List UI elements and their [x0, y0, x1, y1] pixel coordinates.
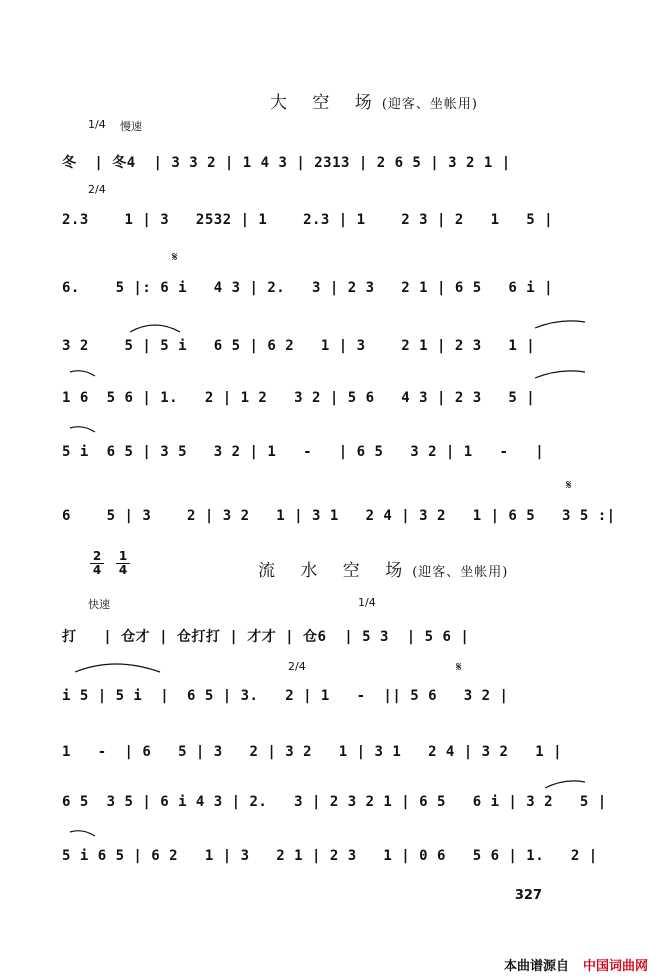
section1-row-3: 6. 5 |: 6 i 4 3 | 2. 3 | 2 3 2 1 | 6 5 6 i | — [62, 280, 554, 296]
section2-row-2: i 5 | 5 i | 6 5 | 3. 2 | 1 - || 5 6 3 2 | — [62, 688, 509, 704]
section2-title: 流 水 空 场(迎客、坐帐用) — [258, 561, 509, 581]
section1-meter-change: 2/4 — [88, 183, 106, 196]
section1-row-1: 冬 | 冬4 | 3 3 2 | 1 4 3 | 2313 | 2 6 5 | 3 2 1 | — [62, 155, 511, 171]
section2-row-5: 5 i 6 5 | 6 2 1 | 3 2 1 | 2 3 1 | 0 6 5 6 | 1. 2 | — [62, 848, 598, 864]
section2-row-3: 1 - | 6 5 | 3 2 | 3 2 1 | 3 1 2 4 | 3 2 1 | — [62, 744, 563, 760]
segno-icon: 𝄋 — [566, 478, 572, 493]
section2-meter-b: 2/4 — [288, 660, 306, 673]
section1-row-6: 5 i 6 5 | 3 5 3 2 | 1 - | 6 5 3 2 | 1 - | — [62, 444, 545, 460]
segno-icon: 𝄋 — [456, 660, 462, 675]
section1-title: 大 空 场(迎客、坐帐用) — [270, 93, 478, 113]
section2-tempo: 快速 — [88, 598, 110, 611]
footer-source: 本曲谱源自 — [503, 959, 569, 974]
time-signature-2-4: 2 4 — [90, 550, 104, 577]
page-number: 327 — [514, 888, 542, 903]
section2-subtitle: (迎客、坐帐用) — [412, 565, 509, 580]
section1-tempo: 慢速 — [120, 120, 142, 133]
section1-row-5: 1 6 5 6 | 1. 2 | 1 2 3 2 | 5 6 4 3 | 2 3 5 | — [62, 390, 536, 406]
section1-row-2: 2.3 1 | 3 2532 | 1 2.3 | 1 2 3 | 2 1 5 | — [62, 212, 554, 228]
footer-site: 中国词曲网 — [582, 959, 648, 974]
section2-row-1: 打 | 仓才 | 仓打打 | 才才 | 仓6 | 5 3 | 5 6 | — [62, 629, 470, 645]
section1-row-7: 6 5 | 3 2 | 3 2 1 | 3 1 2 4 | 3 2 1 | 6 5 3 5 :| — [62, 508, 616, 524]
segno-icon: 𝄋 — [172, 250, 178, 265]
section2-row-4: 6 5 3 5 | 6 i 4 3 | 2. 3 | 2 3 2 1 | 6 5 6 i | 3 2 5 | — [62, 794, 607, 810]
section1-row-4: 3 2 5 | 5 i 6 5 | 6 2 1 | 3 2 1 | 2 3 1 | — [62, 338, 536, 354]
section2-meter-a: 1/4 — [358, 596, 376, 609]
time-signature-1-4: 1 4 — [116, 550, 130, 577]
section1-meter: 1/4 — [88, 118, 106, 131]
section1-subtitle: (迎客、坐帐用) — [381, 97, 478, 112]
